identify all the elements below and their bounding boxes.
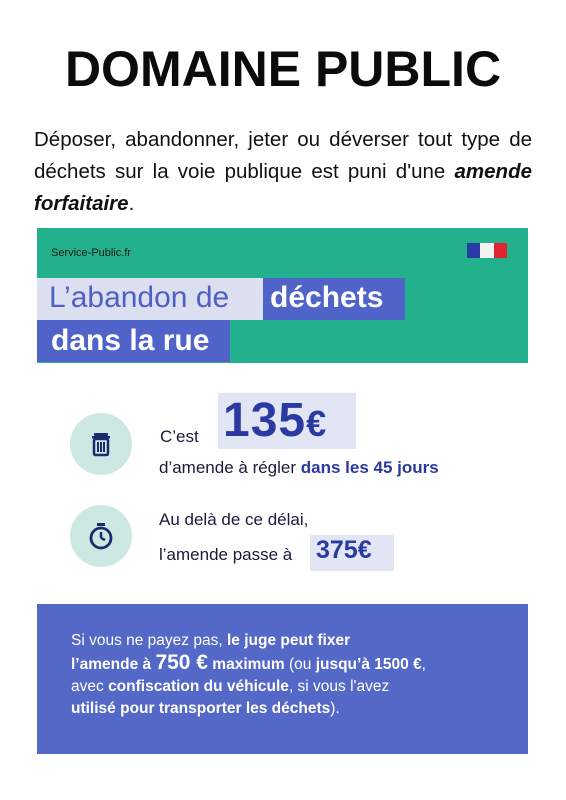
fine1-amount xyxy=(223,393,327,448)
timer-icon xyxy=(70,505,132,567)
box-t12: utilisé pour transporter les déchets xyxy=(71,700,331,717)
intro-text: Déposer, abandonner, jeter ou déverser tout type de déchets sur la voie publique est puni d'une xyxy=(34,128,532,183)
fine1-deadline xyxy=(159,458,439,478)
french-flag-icon xyxy=(467,243,507,258)
fine2-line1: Au delà de ce délai, xyxy=(159,510,309,529)
fine2-line2: l’amende passe à xyxy=(159,545,293,564)
fine1-currency: € xyxy=(306,403,328,444)
trash-icon xyxy=(70,413,132,475)
box-t9: avec xyxy=(71,678,109,695)
info-card xyxy=(37,228,528,754)
fine1-number: 135 xyxy=(223,394,307,447)
box-t5: maximum xyxy=(208,656,285,673)
fine2-amount: 375€ xyxy=(316,536,372,564)
fine1-deadline-bold: dans les 45 jours xyxy=(300,458,439,477)
box-t2: le juge peut fixer xyxy=(226,632,351,649)
fine1-prefix: C’est xyxy=(160,427,199,446)
headline-part-3: dans la rue xyxy=(51,324,210,357)
intro-emphasis: amende forfaitaire xyxy=(34,160,532,215)
box-t3: l’amende à xyxy=(71,656,156,673)
headline-part-2: déchets xyxy=(270,281,384,314)
box-t10: confiscation du véhicule xyxy=(108,678,289,695)
page-title: DOMAINE PUBLIC xyxy=(64,41,502,97)
box-t6: (ou xyxy=(284,656,316,673)
box-t13: ). xyxy=(330,700,340,717)
judge-text xyxy=(71,630,521,720)
intro-paragraph xyxy=(34,124,532,220)
fine1-deadline-text: d’amende à régler xyxy=(159,458,301,477)
box-t11: , si vous l'avez xyxy=(288,678,390,695)
box-t1: Si vous ne payez pas, xyxy=(71,632,227,649)
headline-part-1: L’abandon de xyxy=(49,281,230,314)
box-t4: 750 € xyxy=(155,651,208,674)
banner xyxy=(37,228,528,363)
box-t8: , xyxy=(421,656,426,673)
box-t7: jusqu’à 1500 € xyxy=(315,656,422,673)
intro-end: . xyxy=(128,192,135,215)
site-name: Service-Public.fr xyxy=(51,247,132,259)
